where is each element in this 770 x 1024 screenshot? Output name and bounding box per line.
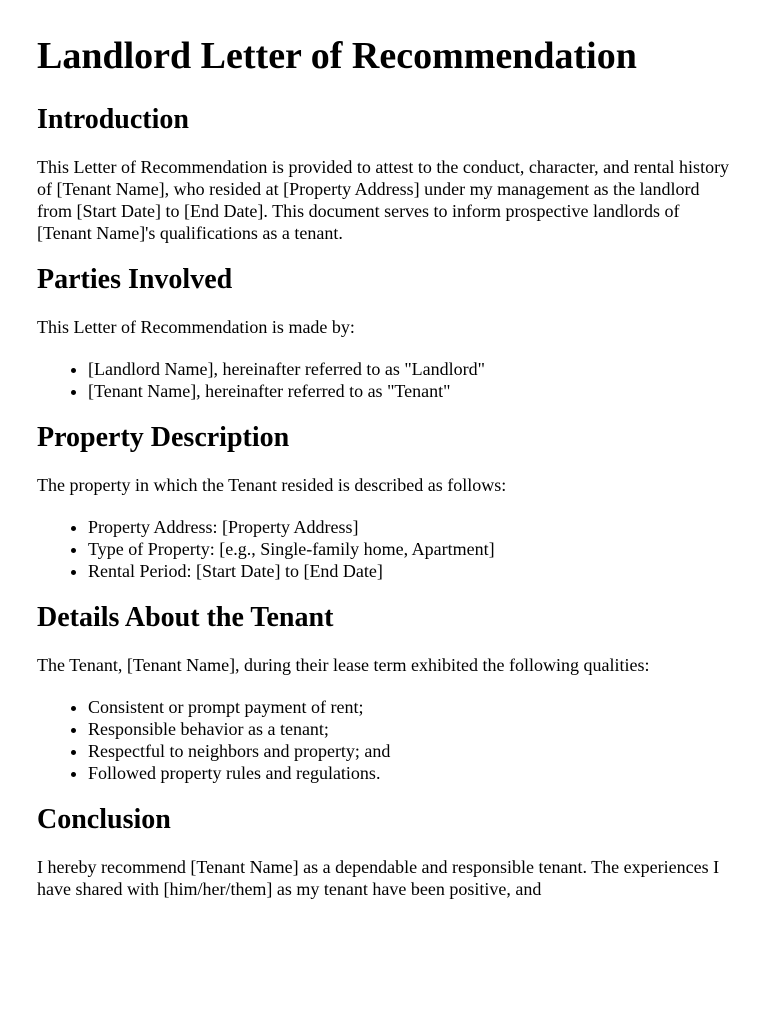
parties-list (37, 358, 730, 402)
list-item: • Rental Period: [Start Date] to [End Date] (88, 560, 730, 582)
tenant-details-paragraph: The Tenant, [Tenant Name], during their lease term exhibited the following qualities: (37, 655, 650, 675)
document-title: Landlord Letter of Recommendation (37, 35, 637, 77)
list-item: • Property Address: [Property Address] (88, 516, 730, 538)
section-heading-tenant-details: Details About the Tenant (37, 602, 334, 633)
list-item: • Type of Property: [e.g., Single-family home, Apartment] (88, 538, 730, 560)
section-heading-parties-involved: Parties Involved (37, 264, 233, 295)
conclusion-paragraph: I hereby recommend [Tenant Name] as a dependable and responsible tenant. The experiences I have shared with [him/her/them] as my tenant have been positive, and (37, 857, 720, 899)
section-property-description (37, 422, 730, 582)
list-item: • Respectful to neighbors and property; and (88, 740, 730, 762)
list-item: • Responsible behavior as a tenant; (88, 718, 730, 740)
parties-paragraph: This Letter of Recommendation is made by: (37, 317, 355, 337)
tenant-qualities-list (37, 696, 730, 784)
section-conclusion (37, 804, 730, 900)
list-item: • Followed property rules and regulations. (88, 762, 730, 784)
section-heading-introduction: Introduction (37, 104, 189, 135)
section-heading-conclusion: Conclusion (37, 804, 171, 835)
section-heading-property-description: Property Description (37, 422, 290, 453)
property-list (37, 516, 730, 582)
section-parties-involved (37, 264, 730, 402)
list-item: • [Tenant Name], hereinafter referred to as "Tenant" (88, 380, 730, 402)
section-tenant-details (37, 602, 730, 784)
section-introduction (37, 104, 730, 244)
list-item: • Consistent or prompt payment of rent; (88, 696, 730, 718)
property-paragraph: The property in which the Tenant resided is described as follows: (37, 475, 507, 495)
list-item: • [Landlord Name], hereinafter referred to as "Landlord" (88, 358, 730, 380)
introduction-paragraph: This Letter of Recommendation is provided to attest to the conduct, character, and rental history of [Tenant Name], who resided at [Property Address] under my management as the landlord from [Start Date] to [End Date]. This document serves to inform prospective landlords of [Tenant Name]'s qualifications as a tenant. (37, 157, 730, 243)
